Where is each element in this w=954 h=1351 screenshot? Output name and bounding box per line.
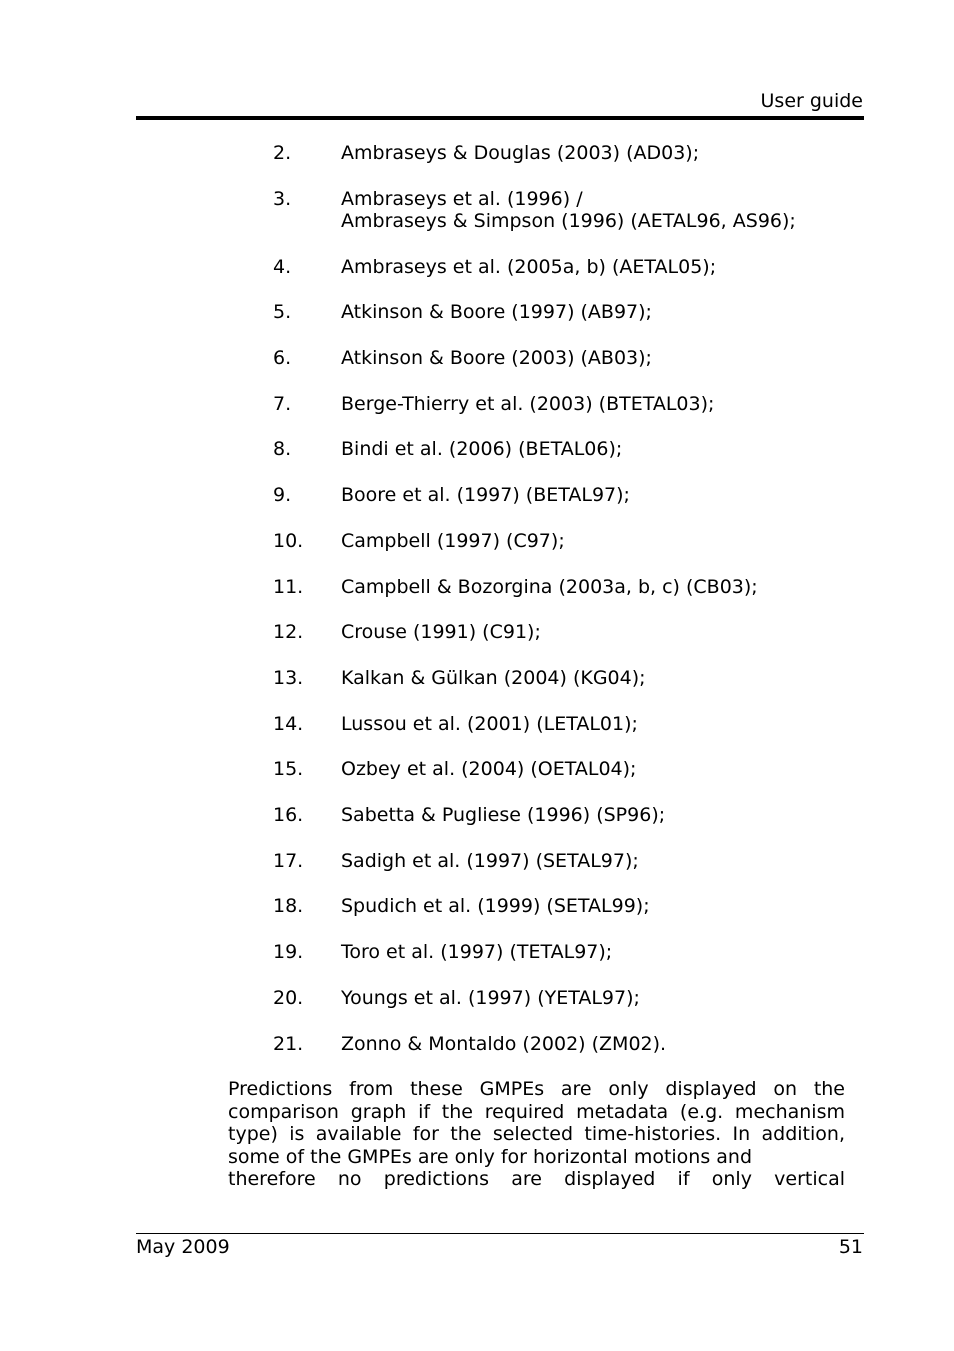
reference-number: 4. bbox=[273, 256, 292, 278]
reference-text: Boore et al. (1997) (BETAL97); bbox=[341, 484, 630, 506]
reference-number: 9. bbox=[273, 484, 292, 506]
reference-number: 10. bbox=[273, 530, 304, 552]
reference-text: Ambraseys & Douglas (2003) (AD03); bbox=[341, 142, 700, 164]
reference-number: 14. bbox=[273, 713, 304, 735]
footer-date: May 2009 bbox=[136, 1236, 230, 1258]
reference-number: 12. bbox=[273, 621, 304, 643]
reference-text: Atkinson & Boore (2003) (AB03); bbox=[341, 347, 652, 369]
reference-number: 11. bbox=[273, 576, 304, 598]
reference-number: 16. bbox=[273, 804, 304, 826]
reference-number: 8. bbox=[273, 438, 292, 460]
reference-text: Campbell & Bozorgina (2003a, b, c) (CB03); bbox=[341, 576, 758, 598]
reference-number: 6. bbox=[273, 347, 292, 369]
reference-number: 3. bbox=[273, 188, 292, 210]
reference-number: 7. bbox=[273, 393, 292, 415]
reference-number: 18. bbox=[273, 895, 304, 917]
reference-text: Kalkan & Gülkan (2004) (KG04); bbox=[341, 667, 646, 689]
header-rule bbox=[136, 116, 864, 120]
page-number: 51 bbox=[838, 1236, 863, 1258]
reference-text: Zonno & Montaldo (2002) (ZM02). bbox=[341, 1033, 667, 1055]
reference-number: 20. bbox=[273, 987, 304, 1009]
reference-number: 21. bbox=[273, 1033, 304, 1055]
reference-text: Campbell (1997) (C97); bbox=[341, 530, 565, 552]
reference-text: Sabetta & Pugliese (1996) (SP96); bbox=[341, 804, 666, 826]
reference-text: Ambraseys et al. (1996) / Ambraseys & Simpson (1996) (AETAL96, AS96); bbox=[341, 188, 796, 232]
paragraph-body: Predictions from these GMPEs are only displayed on the comparison graph if the required metadata (e.g. mechanism type) is available for the selected time-histories. In addition, some of the GMPEs are only for horizontal motions and bbox=[228, 1078, 845, 1168]
reference-text: Sadigh et al. (1997) (SETAL97); bbox=[341, 850, 639, 872]
reference-number: 19. bbox=[273, 941, 304, 963]
reference-text: Ambraseys et al. (2005a, b) (AETAL05); bbox=[341, 256, 717, 278]
body-paragraph bbox=[228, 1078, 845, 1191]
reference-number: 2. bbox=[273, 142, 292, 164]
reference-text: Spudich et al. (1999) (SETAL99); bbox=[341, 895, 650, 917]
reference-number: 17. bbox=[273, 850, 304, 872]
reference-text: Atkinson & Boore (1997) (AB97); bbox=[341, 301, 652, 323]
reference-text: Toro et al. (1997) (TETAL97); bbox=[341, 941, 613, 963]
reference-text: Bindi et al. (2006) (BETAL06); bbox=[341, 438, 623, 460]
reference-text: Lussou et al. (2001) (LETAL01); bbox=[341, 713, 638, 735]
reference-number: 13. bbox=[273, 667, 304, 689]
header-title: User guide bbox=[760, 90, 863, 112]
paragraph-last-line: therefore no predictions are displayed if only vertical bbox=[228, 1168, 845, 1190]
reference-text: Youngs et al. (1997) (YETAL97); bbox=[341, 987, 640, 1009]
reference-text: Berge-Thierry et al. (2003) (BTETAL03); bbox=[341, 393, 715, 415]
reference-text: Ozbey et al. (2004) (OETAL04); bbox=[341, 758, 637, 780]
reference-number: 15. bbox=[273, 758, 304, 780]
footer-rule bbox=[136, 1233, 864, 1234]
reference-number: 5. bbox=[273, 301, 292, 323]
reference-text: Crouse (1991) (C91); bbox=[341, 621, 541, 643]
